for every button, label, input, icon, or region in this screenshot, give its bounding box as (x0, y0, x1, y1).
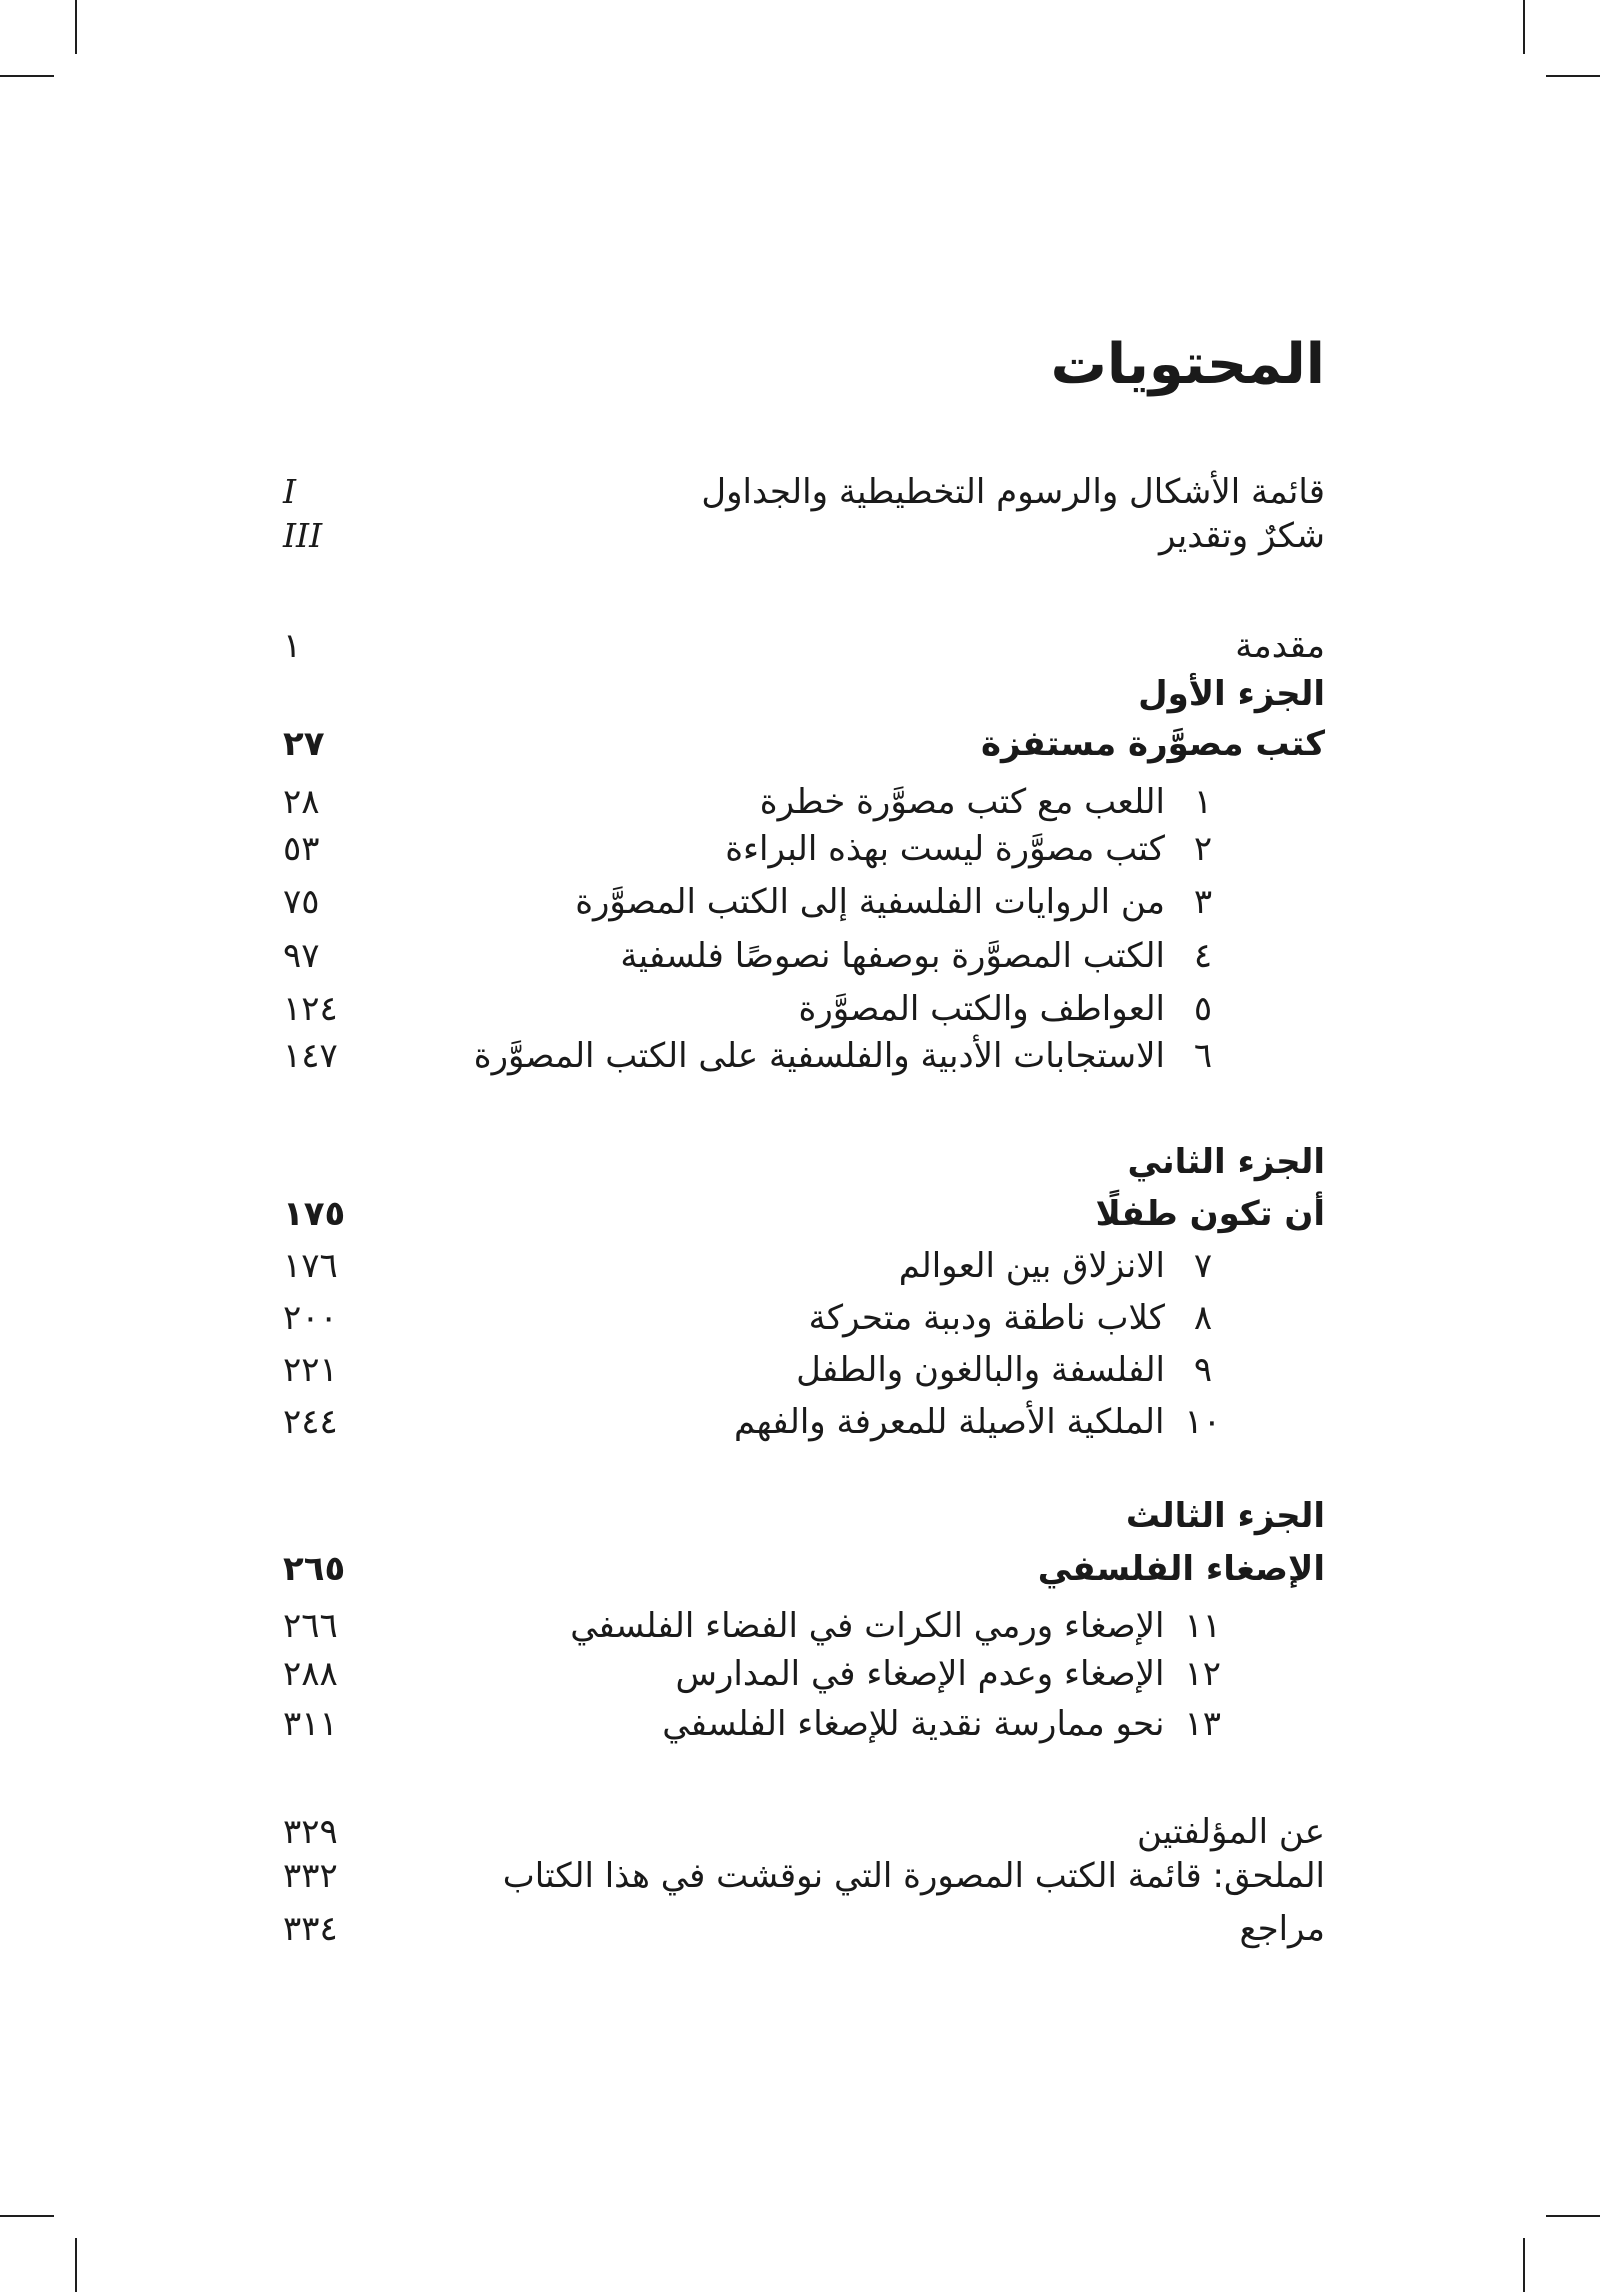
toc-row-chapter (283, 878, 1325, 928)
toc-page-number: ١٧٥ (283, 1194, 346, 1234)
toc-row-entry (283, 1905, 1325, 1955)
chapter-number: ٢ (1193, 829, 1213, 869)
toc-page-number: ٢٤٤ (283, 1402, 338, 1442)
toc-page-number: ٢٠٠ (283, 1298, 338, 1338)
toc-row-roman (283, 512, 1325, 562)
toc-row-entry (283, 1852, 1325, 1902)
toc-entry (283, 1700, 1325, 1748)
toc-row-chapter (283, 1650, 1325, 1700)
toc-row-chapter (283, 825, 1325, 875)
toc-entry-title: الاستجابات الأدبية والفلسفية على الكتب المصوَّرة (473, 1036, 1165, 1076)
toc-row-chapter (283, 985, 1325, 1035)
toc-entry (283, 720, 1325, 768)
toc-entry-title: مقدمة (1235, 626, 1325, 666)
toc-row-part (283, 1138, 1325, 1188)
toc-entry (283, 1492, 1325, 1540)
chapter-number: ٦ (1193, 1036, 1213, 1076)
toc-entry (283, 512, 1325, 560)
toc-entry-title: الإصغاء الفلسفي (1037, 1549, 1325, 1589)
toc-page-number: ٣٣٤ (283, 1909, 338, 1949)
toc-entry-title: الإصغاء وعدم الإصغاء في المدارس (675, 1654, 1165, 1694)
toc-entry-title: نحو ممارسة نقدية للإصغاء الفلسفي (662, 1704, 1165, 1744)
toc-entry-title: شكرٌ وتقدير (1159, 516, 1325, 556)
toc-row-entry (283, 1808, 1325, 1858)
crop-mark-bottom-left-horizontal (0, 2215, 54, 2217)
toc-row-chapter (283, 1398, 1325, 1448)
toc-entry-title: كتب مصوَّرة مستفزة (980, 724, 1325, 764)
toc-entry-title: أن تكون طفلًا (1095, 1194, 1325, 1234)
toc-row-chapter (283, 1346, 1325, 1396)
chapter-number: ٨ (1193, 1298, 1213, 1338)
toc-row-section (283, 1190, 1325, 1240)
toc-entry (283, 932, 1325, 980)
toc-row-part (283, 670, 1325, 720)
toc-row-chapter (283, 1294, 1325, 1344)
toc-entry-title: كتب مصوَّرة ليست بهذه البراءة (725, 829, 1165, 869)
toc-entry (283, 1650, 1325, 1698)
toc-entry-title: الكتب المصوَّرة بوصفها نصوصًا فلسفية (620, 936, 1165, 976)
toc-entry-title: الجزء الأول (1138, 674, 1325, 714)
chapter-number: ٣ (1193, 882, 1213, 922)
toc-page-number: ١٧٦ (283, 1246, 338, 1286)
toc-entry-title: قائمة الأشكال والرسوم التخطيطية والجداول (701, 472, 1325, 512)
toc-page-number: ٢٢١ (283, 1350, 338, 1390)
toc-entry-title: من الروايات الفلسفية إلى الكتب المصوَّرة (575, 882, 1165, 922)
toc-entry-title: مراجع (1239, 1909, 1325, 1949)
toc-page-number: ٢٧ (283, 724, 325, 764)
toc-row-chapter (283, 1242, 1325, 1292)
toc-row-chapter (283, 1700, 1325, 1750)
toc-row-chapter (283, 778, 1325, 828)
toc-page-number: ٣٢٩ (283, 1812, 338, 1852)
toc-page-number: ٥٣ (283, 829, 320, 869)
toc-entry-title: اللعب مع كتب مصوَّرة خطرة (759, 782, 1165, 822)
toc-entry (283, 468, 1325, 516)
toc-entry (283, 1190, 1325, 1238)
toc-entry (283, 1602, 1325, 1650)
toc-page-number: ٧٥ (283, 882, 320, 922)
toc-page-number: ٣٣٢ (283, 1856, 338, 1896)
toc-page-number: ٩٧ (283, 936, 320, 976)
toc-entry-title: الفلسفة والبالغون والطفل (796, 1350, 1165, 1390)
chapter-number: ١٢ (1184, 1654, 1221, 1694)
toc-page-number: ٢٨٨ (283, 1654, 338, 1694)
chapter-number: ١٠ (1184, 1402, 1221, 1442)
toc-entry-title: الجزء الثاني (1127, 1142, 1325, 1182)
toc-page-number: ٢٦٦ (283, 1606, 338, 1646)
toc-entry-title: كلاب ناطقة ودببة متحركة (808, 1298, 1165, 1338)
toc-page-number: ٢٨ (283, 782, 320, 822)
chapter-number: ١ (1193, 782, 1213, 822)
toc-entry (283, 1346, 1325, 1394)
toc-page-number: ١٢٤ (283, 989, 338, 1029)
toc-page-number: III (283, 516, 323, 555)
toc-row-roman (283, 468, 1325, 518)
toc-entry-title: الملكية الأصيلة للمعرفة والفهم (733, 1402, 1165, 1442)
chapter-number: ١٣ (1184, 1704, 1221, 1744)
toc-entry (283, 1138, 1325, 1186)
toc-row-section (283, 720, 1325, 770)
toc-row-chapter (283, 1602, 1325, 1652)
toc-entry-title: الإصغاء ورمي الكرات في الفضاء الفلسفي (570, 1606, 1165, 1646)
toc-entry-title: عن المؤلفتين (1137, 1812, 1325, 1852)
toc-entry (283, 1032, 1325, 1080)
toc-entry-title: الانزلاق بين العوالم (898, 1246, 1165, 1286)
toc-row-chapter (283, 932, 1325, 982)
chapter-number: ٩ (1193, 1350, 1213, 1390)
toc-entry-title: العواطف والكتب المصوَّرة (798, 989, 1165, 1029)
chapter-number: ٥ (1193, 989, 1213, 1029)
toc-row-part (283, 1492, 1325, 1542)
toc-entry (283, 825, 1325, 873)
toc-row-chapter (283, 1032, 1325, 1082)
toc-row-section (283, 1545, 1325, 1595)
toc-entry (283, 1398, 1325, 1446)
toc-entry (283, 878, 1325, 926)
page-content (283, 0, 1325, 2292)
toc-page-number: ٢٦٥ (283, 1549, 346, 1589)
crop-mark-top-left-horizontal (0, 75, 54, 77)
toc-entry-title: الجزء الثالث (1125, 1496, 1325, 1536)
crop-mark-top-right-vertical (1523, 0, 1525, 54)
toc-entry (283, 1905, 1325, 1953)
toc-page-number: ١٤٧ (283, 1036, 338, 1076)
toc-entry (283, 1242, 1325, 1290)
chapter-number: ٧ (1193, 1246, 1213, 1286)
toc-entry (283, 1808, 1325, 1856)
toc-entry (283, 1294, 1325, 1342)
crop-mark-top-left-vertical (75, 0, 77, 54)
toc-row-entry (283, 622, 1325, 672)
chapter-number: ٤ (1193, 936, 1213, 976)
toc-entry (283, 1852, 1325, 1900)
chapter-number: ١١ (1184, 1606, 1221, 1646)
toc-entry-title: الملحق: قائمة الكتب المصورة التي نوقشت في هذا الكتاب (502, 1856, 1325, 1896)
toc-entry (283, 670, 1325, 718)
crop-mark-bottom-right-horizontal (1546, 2215, 1600, 2217)
toc-entry (283, 985, 1325, 1033)
toc-page-number: I (283, 472, 297, 511)
toc-entry (283, 622, 1325, 670)
crop-mark-bottom-right-vertical (1523, 2238, 1525, 2292)
toc-page-number: ١ (283, 626, 302, 666)
toc-entry (283, 778, 1325, 826)
toc-page-number: ٣١١ (283, 1704, 338, 1744)
page-title: المحتويات (1050, 332, 1325, 397)
crop-mark-top-right-horizontal (1546, 75, 1600, 77)
toc-entry (283, 1545, 1325, 1593)
crop-mark-bottom-left-vertical (75, 2238, 77, 2292)
